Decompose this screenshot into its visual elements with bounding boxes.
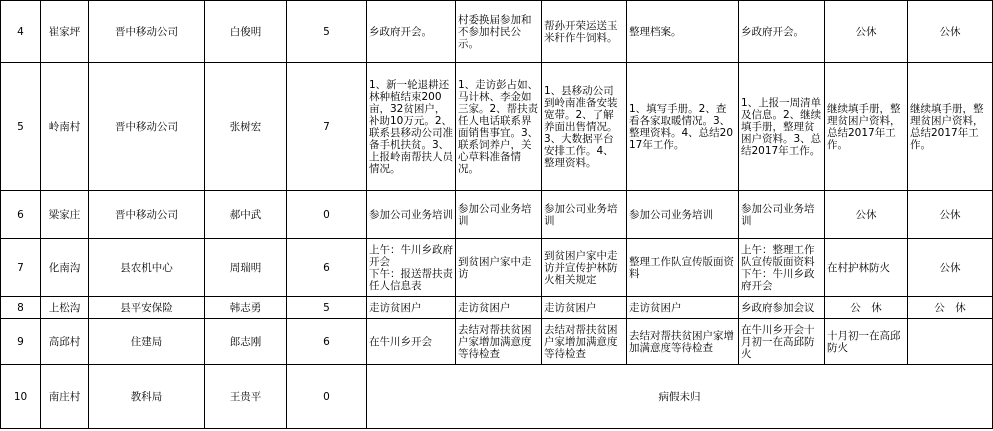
day-5-work: 参加公司业务培训 [739, 191, 825, 239]
table-row [1, 1, 993, 63]
person-name: 白俊明 [205, 1, 287, 63]
day-1-work: 乡政府开会。 [367, 1, 456, 63]
village-name: 上松沟 [41, 297, 89, 319]
unit-name: 教科局 [89, 365, 205, 429]
person-name: 郎志刚 [205, 319, 287, 365]
day-5-work: 1、上报一周清单及信息。2、继续填手册，整理贫困户资料。3、总结2017年工作。 [739, 63, 825, 191]
person-name: 王贵平 [205, 365, 287, 429]
village-name: 高邱村 [41, 319, 89, 365]
unit-name: 县平安保险 [89, 297, 205, 319]
day-7-work: 公休 [908, 1, 993, 63]
days-count: 6 [287, 319, 367, 365]
person-name: 郝中武 [205, 191, 287, 239]
day-4-work: 走访贫困户 [627, 297, 739, 319]
day-2-work: 1、走访彭占如、马计林、李金如三家。2、帮扶责任人电话联系界面销售事宜。3、联系饲养户，关心草料准备情况。 [456, 63, 542, 191]
day-1-work: 1、新一轮退耕还林种植结束200亩，32贫困户，补助10万元。2、联系县移动公司准备手机扶贫。3、上报岭南帮扶人员情况。 [367, 63, 456, 191]
unit-name: 晋中移动公司 [89, 191, 205, 239]
days-count: 5 [287, 1, 367, 63]
day-3-work: 去结对帮扶贫困户家增加满意度等待检查 [542, 319, 627, 365]
day-1-work: 在牛川乡开会 [367, 319, 456, 365]
person-name: 韩志勇 [205, 297, 287, 319]
day-4-work: 整理工作队宣传版面资料 [627, 239, 739, 297]
day-7-work: 公休 [908, 191, 993, 239]
day-7-work [908, 319, 993, 365]
table-row [1, 63, 993, 191]
village-name: 梁家庄 [41, 191, 89, 239]
unit-name: 晋中移动公司 [89, 63, 205, 191]
row-number: 8 [1, 297, 41, 319]
day-5-work: 乡政府参加会议 [739, 297, 825, 319]
day-4-work: 去结对帮扶贫困户家增加满意度等待检查 [627, 319, 739, 365]
row-number: 9 [1, 319, 41, 365]
village-name: 岭南村 [41, 63, 89, 191]
day-4-work: 参加公司业务培训 [627, 191, 739, 239]
table-row [1, 319, 993, 365]
table-row [1, 365, 993, 429]
day-6-work: 在村护林防火 [825, 239, 908, 297]
day-3-work: 1、县移动公司到岭南准备安装宽带。2、了解养面出售情况。3、大数据平台安排工作。4、整理资料。 [542, 63, 627, 191]
day-2-work: 到贫困户家中走访 [456, 239, 542, 297]
day-4-work: 1、填写手册。2、查看各家取暖情况。3、整理资料。4、总结2017年工作。 [627, 63, 739, 191]
unit-name: 住建局 [89, 319, 205, 365]
day-3-work: 帮孙开荣运送玉米秆作牛饲料。 [542, 1, 627, 63]
table-row [1, 191, 993, 239]
unit-name: 晋中移动公司 [89, 1, 205, 63]
day-7-work: 继续填手册，整理贫困户资料，总结2017年工作。 [908, 63, 993, 191]
day-5-work: 上午：整理工作队宣传版面资料 下午：牛川乡政府开会 [739, 239, 825, 297]
day-1-work: 参加公司业务培训 [367, 191, 456, 239]
person-name: 周瑞明 [205, 239, 287, 297]
day-6-work: 十月初一在高邱防火 [825, 319, 908, 365]
day-3-work: 参加公司业务培训 [542, 191, 627, 239]
village-name: 化南沟 [41, 239, 89, 297]
day-1-work: 走访贫困户 [367, 297, 456, 319]
days-count: 5 [287, 297, 367, 319]
row-number: 5 [1, 63, 41, 191]
day-5-work: 乡政府开会。 [739, 1, 825, 63]
day-2-work: 村委换届参加和不参加村民公示。 [456, 1, 542, 63]
days-count: 6 [287, 239, 367, 297]
unit-name: 县农机中心 [89, 239, 205, 297]
day-2-work: 参加公司业务培训 [456, 191, 542, 239]
person-name: 张树宏 [205, 63, 287, 191]
row-number: 4 [1, 1, 41, 63]
day-3-work: 到贫困户家中走访并宣传护林防火相关规定 [542, 239, 627, 297]
table-row [1, 239, 993, 297]
day-3-work: 走访贫困户 [542, 297, 627, 319]
village-name: 南庄村 [41, 365, 89, 429]
days-count: 7 [287, 63, 367, 191]
row-number: 10 [1, 365, 41, 429]
day-5-work: 在牛川乡开会十月初一在高邱防火 [739, 319, 825, 365]
day-4-work: 整理档案。 [627, 1, 739, 63]
merged-note: 病假未归 [367, 365, 993, 429]
day-6-work: 公 休 [825, 297, 908, 319]
day-1-work: 上午：牛川乡政府开会 下午：报送帮扶责任人信息表 [367, 239, 456, 297]
row-number: 7 [1, 239, 41, 297]
table-row [1, 297, 993, 319]
day-7-work: 公休 [908, 239, 993, 297]
day-2-work: 去结对帮扶贫困户家增加满意度等待检查 [456, 319, 542, 365]
day-6-work: 公休 [825, 191, 908, 239]
village-name: 崔家坪 [41, 1, 89, 63]
days-count: 0 [287, 365, 367, 429]
day-6-work: 公休 [825, 1, 908, 63]
day-6-work: 继续填手册，整理贫困户资料，总结2017年工作。 [825, 63, 908, 191]
day-7-work: 公 休 [908, 297, 993, 319]
day-2-work: 走访贫困户 [456, 297, 542, 319]
row-number: 6 [1, 191, 41, 239]
days-count: 0 [287, 191, 367, 239]
